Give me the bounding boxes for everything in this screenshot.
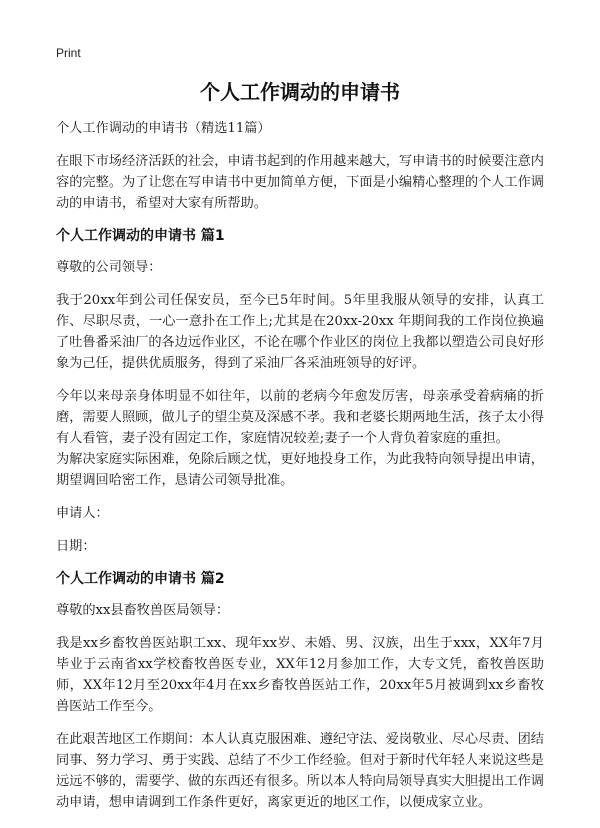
intro-summary: 在眼下市场经济活跃的社会，申请书起到的作用越来越大，写申请书的时候要注意内容的完整。为了让您在写申请书中更加简单方便，下面是小编精心整理的个人工作调动的申请书，希望对大家有所帮助。 (56, 154, 544, 211)
section1-greeting: 尊敬的公司领导： (56, 260, 162, 275)
section2-heading: 个人工作调动的申请书 篇2 (56, 571, 225, 587)
section1-date: 日期： (56, 539, 96, 554)
section1-applicant: 申请人： (56, 506, 109, 521)
page-title: 个人工作调动的申请书 (200, 80, 400, 104)
section2-paragraph-1: 我是xx乡畜牧兽医站职工xx、现年xx岁、未婚、男、汉族，出生于xxx，XX年7月毕业于云南省xx学校畜牧兽医专业，XX年12月参加工作，大专文凭，畜牧兽医助师，XX年12月至20xx年4月在xx乡畜牧兽医站工作，20xx年5月被调到xx乡畜牧兽医站工作至今。 (56, 636, 544, 714)
section1-heading: 个人工作调动的申请书 篇1 (56, 228, 225, 244)
section2-paragraph-2: 在此艰苦地区工作期间：本人认真克服困难、遵纪守法、爱岗敬业、尽心尽责、团结同事、努力学习、勇于实践、总结了不少工作经验。但对于新时代年轻人来说这些是远远不够的，需要学、做的东西还有很多。所以本人特向局领导真实大胆提出工作调动申请，想申请调到工作条件更好，离家更近的地区工作，以便成家立业。 (56, 732, 544, 810)
section1-paragraph-1: 我于20xx年到公司任保安员，至今已5年时间。5年里我服从领导的安排，认真工作、尽职尽责，一心一意扑在工作上;尤其是在20xx-20xx 年期间我的工作岗位换遍了吐鲁番采油厂的各边远作业区，不论在哪个作业区的岗位上我都以塑造公司良好形象为己任，提供优质服务，得到了采油厂各采油班领导的好评。 (56, 293, 544, 371)
document-body (56, 118, 544, 825)
print-label[interactable]: Print (56, 46, 81, 60)
section1-paragraph-2b: 为解决家庭实际困难，免除后顾之忧，更好地投身工作，为此我特向领导提出申请，期望调回哈密工作，恳请公司领导批准。 (56, 452, 544, 488)
section2-greeting: 尊敬的xx县畜牧兽医局领导： (56, 603, 230, 618)
section1-paragraph-2a: 今年以来母亲身体明显不如往年，以前的老病今年愈发厉害，母亲承受着病痛的折磨，需要人照顾，做儿子的望尘莫及深感不孝。我和老婆长期两地生活，孩子太小得有人看管，妻子没有固定工作，家庭情况较差;妻子一个人背负着家庭的重担。 (56, 389, 544, 446)
intro-subtitle: 个人工作调动的申请书（精选11篇） (56, 121, 271, 136)
